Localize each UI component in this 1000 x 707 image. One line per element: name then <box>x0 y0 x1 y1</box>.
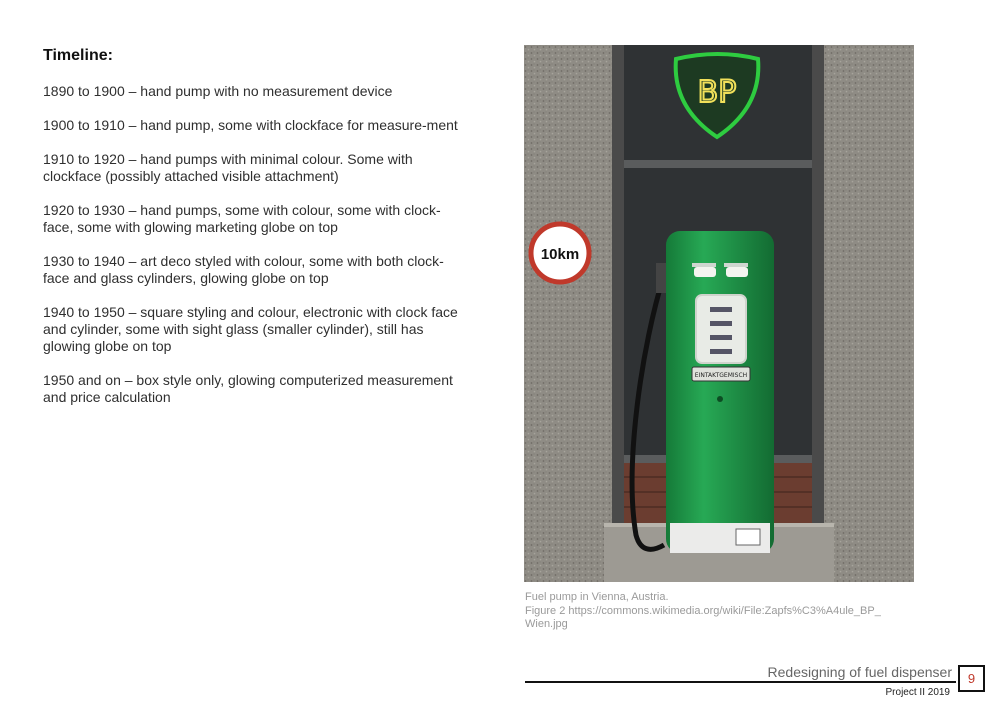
timeline-entry: 1900 to 1910 – hand pump, some with clockface for measure-ment <box>43 117 458 133</box>
timeline-entry: 1910 to 1920 – hand pumps with minimal colour. Some with clockface (possibly attached visible attachment) <box>43 151 413 184</box>
page-number: 9 <box>958 665 985 692</box>
timeline-entry: 1930 to 1940 – art deco styled with colour, some with both clock-face and glass cylinders, glowing globe on top <box>43 253 444 286</box>
timeline-entry: 1950 and on – box style only, glowing computerized measurement and price calculation <box>43 372 453 405</box>
caption-source-cont: Wien.jpg <box>525 618 568 630</box>
caption-source: Figure 2 https://commons.wikimedia.org/wiki/File:Zapfs%C3%A4ule_BP_ <box>525 604 881 617</box>
timeline-entry: 1940 to 1950 – square styling and colour, electronic with clock face and cylinder, some with sight glass (smaller cylinder), still has glowing globe on top <box>43 304 458 354</box>
footer-title: Redesigning of fuel dispenser <box>767 664 952 680</box>
figure-caption <box>525 591 905 632</box>
timeline-list <box>43 83 468 423</box>
fuel-pump-photo <box>524 45 914 582</box>
footer-divider <box>525 681 956 683</box>
bp-logo-text: BP <box>697 75 737 110</box>
footer-subtitle: Project II 2019 <box>885 687 950 698</box>
timeline-heading: Timeline: <box>43 47 113 64</box>
timeline-entry: 1920 to 1930 – hand pumps, some with colour, some with clock-face, some with glowing marketing globe on top <box>43 202 441 235</box>
speed-sign-text: 10km <box>540 246 580 263</box>
caption-line: Fuel pump in Vienna, Austria. <box>525 591 669 603</box>
timeline-entry: 1890 to 1900 – hand pump with no measurement device <box>43 83 393 99</box>
pump-label-text: EINTAKTGEMISCH <box>694 372 748 379</box>
